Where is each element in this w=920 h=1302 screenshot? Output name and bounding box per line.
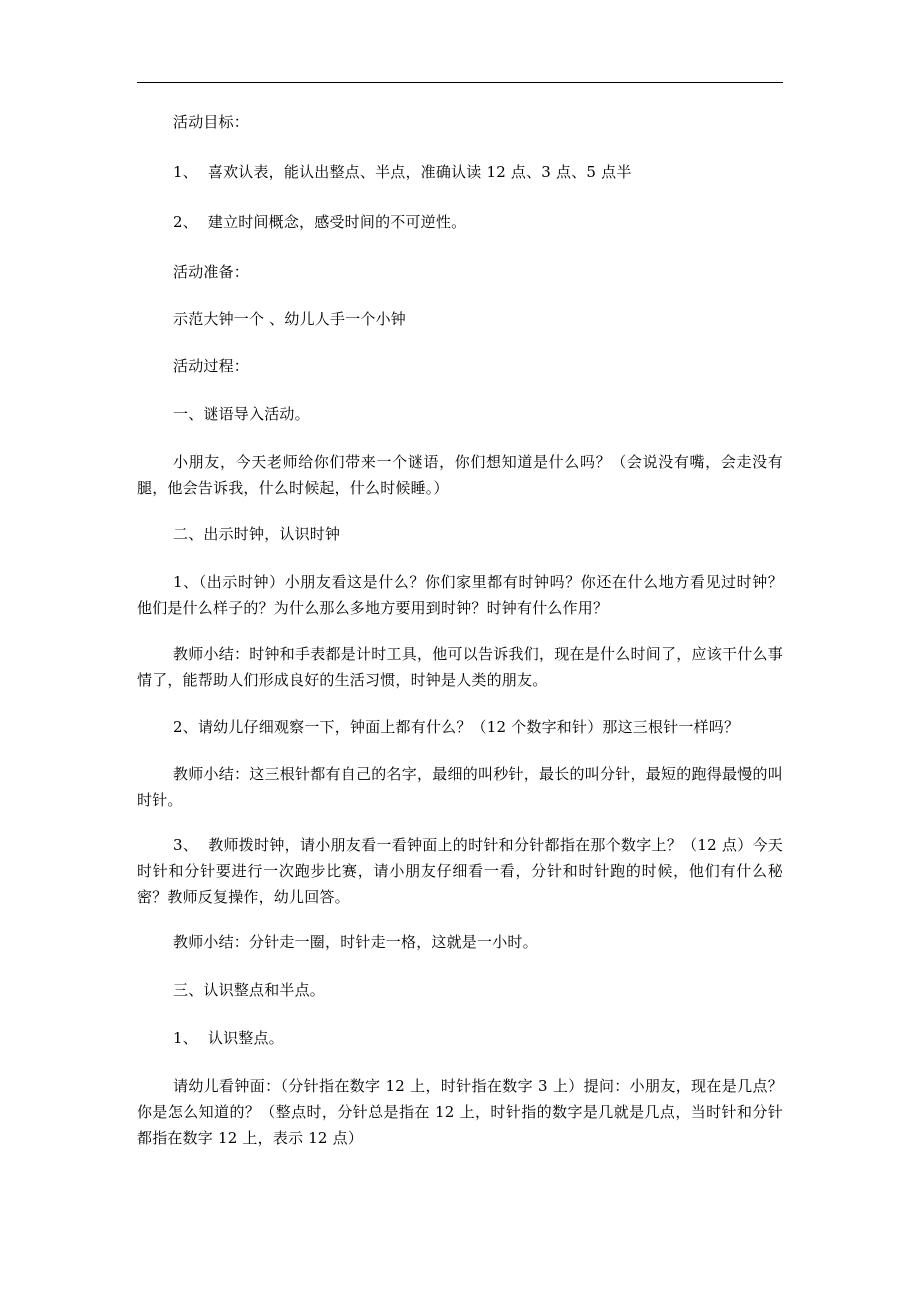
heading-preparation: 活动准备：: [173, 263, 250, 281]
header-rule: [137, 82, 783, 83]
section-2-title: 二、出示时钟，认识时钟: [173, 525, 341, 543]
heading-process: 活动过程：: [173, 357, 250, 375]
step-2-3-paragraph: 3、 教师拨时钟，请小朋友看一看钟面上的时针和分针都指在那个数字上？（12 点）今天时针和分针要进行一次跑步比赛，请小朋友仔细看一看，分针和时针跑的时候，他们有什么秘密？教师反复操作，幼儿回答。: [137, 836, 783, 906]
summary-paragraph-2: 教师小结：这三根针都有自己的名字，最细的叫秒针，最长的叫分针，最短的跑得最慢的叫时针。: [137, 765, 783, 809]
section-3-title: 三、认识整点和半点。: [173, 981, 326, 999]
summary-paragraph-3: 教师小结：分针走一圈，时针走一格，这就是一小时。: [173, 933, 538, 951]
goal-item-1: 1、 喜欢认表，能认出整点、半点，准确认读 12 点、3 点、5 点半: [173, 163, 632, 181]
preparation-text: 示范大钟一个 、幼儿人手一个小钟: [173, 310, 406, 328]
step-2-2-paragraph: 2、请幼儿仔细观察一下，钟面上都有什么？（12 个数字和针）那这三根针一样吗？: [173, 718, 740, 736]
goal-item-2: 2、 建立时间概念，感受时间的不可逆性。: [173, 213, 467, 231]
section-1-title: 一、谜语导入活动。: [173, 405, 310, 423]
riddle-paragraph: 小朋友，今天老师给你们带来一个谜语，你们想知道是什么吗？（会说没有嘴，会走没有腿，他会告诉我，什么时候起，什么时候睡。）: [137, 453, 783, 497]
heading-goals: 活动目标：: [173, 113, 250, 131]
summary-paragraph-1: 教师小结：时钟和手表都是计时工具，他可以告诉我们，现在是什么时间了，应该干什么事情了，能帮助人们形成良好的生活习惯，时钟是人类的朋友。: [137, 645, 783, 689]
step-3-1-title: 1、 认识整点。: [173, 1029, 284, 1047]
step-3-1-paragraph: 请幼儿看钟面：（分针指在数字 12 上，时针指在数字 3 上）提问：小朋友，现在是几点？你是怎么知道的？（整点时，分针总是指在 12 上，时针指的数字是几就是几点，当时针和分针都指在数字 12 上，表示 12 点）: [137, 1077, 783, 1147]
step-2-1-paragraph: 1、（出示时钟）小朋友看这是什么？你们家里都有时钟吗？你还在什么地方看见过时钟？他们是什么样子的？为什么那么多地方要用到时钟？时钟有什么作用？: [137, 573, 783, 617]
